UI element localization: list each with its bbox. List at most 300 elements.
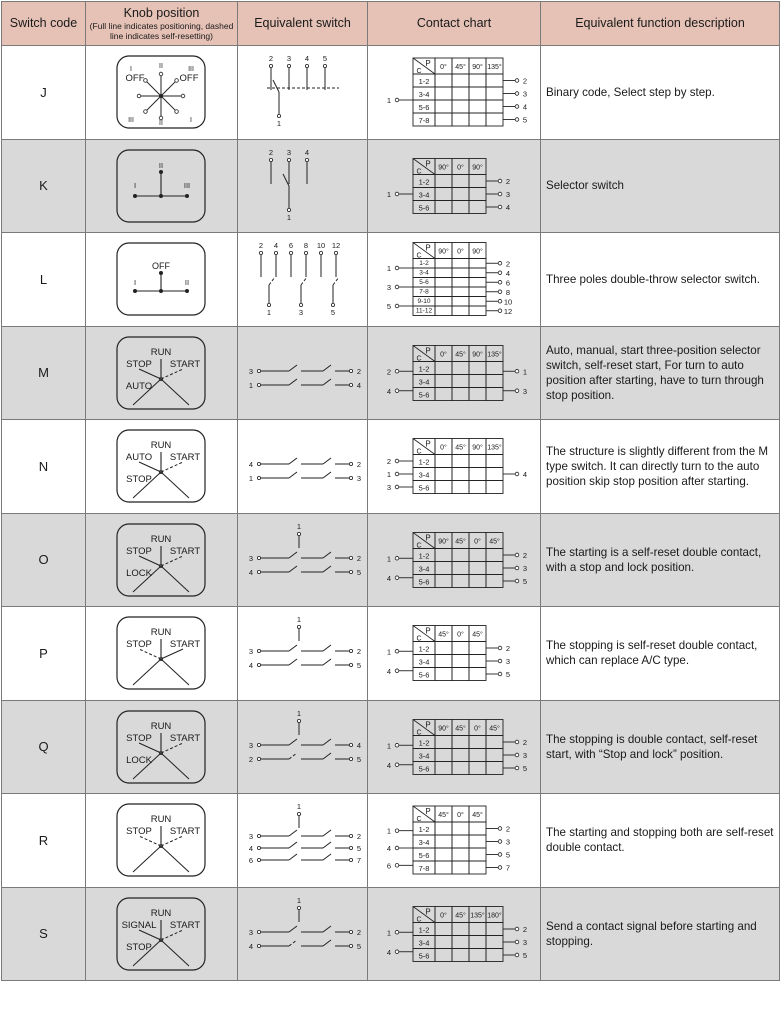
knob-label: STOP [125, 474, 152, 486]
switch-terminal-label: 3 [286, 147, 291, 157]
chart-row-label: 3-4 [418, 751, 430, 761]
switch-terminal-label: 6 [288, 241, 293, 251]
equivalent-switch-cell [238, 233, 368, 327]
header-knob-position [86, 2, 238, 46]
switch-code: S [2, 887, 86, 981]
chart-c-label: C [416, 168, 422, 176]
knob-diagram [117, 898, 205, 970]
chart-row-label: 3-4 [418, 838, 430, 848]
chart-terminal-label: 2 [386, 367, 392, 376]
table-row [2, 46, 780, 140]
header-function-description: Equivalent function description [541, 2, 780, 46]
chart-angle-label: 90° [472, 351, 483, 359]
chart-row-label: 1-2 [418, 925, 430, 935]
knob-label: RUN [150, 720, 171, 732]
equivalent-switch-diagram [248, 615, 360, 670]
chart-c-label: C [416, 729, 422, 737]
switch-terminal-label: 6 [248, 856, 253, 866]
equivalent-switch-diagram [248, 365, 360, 390]
chart-terminal-label: 10 [503, 297, 513, 307]
equivalent-switch-cell [238, 139, 368, 233]
chart-row-label: 5-6 [419, 279, 429, 287]
chart-angle-label: 45° [455, 725, 466, 733]
chart-terminal-label: 2 [522, 737, 528, 747]
contact-chart-diagram [387, 532, 527, 587]
chart-terminal-label: 2 [522, 550, 528, 560]
chart-angle-label: 0° [457, 164, 464, 172]
chart-p-label: P [425, 533, 431, 543]
chart-angle-label: 90° [438, 725, 449, 733]
knob-position-cell [86, 700, 238, 794]
chart-row-label: 3-4 [418, 657, 430, 667]
chart-row-label: 5-6 [418, 390, 430, 400]
chart-row-label: 3-4 [418, 564, 430, 574]
knob-position-cell [86, 326, 238, 420]
chart-terminal-label: 3 [522, 750, 528, 760]
equivalent-switch-diagram [248, 802, 360, 865]
switch-terminal-label: 2 [356, 366, 361, 376]
switch-terminal-label: 4 [248, 567, 253, 577]
contact-chart-diagram [387, 243, 512, 316]
chart-angle-label: 0° [457, 248, 464, 256]
contact-chart-cell [368, 700, 541, 794]
chart-angle-label: 0° [440, 351, 447, 359]
table-row [2, 420, 780, 514]
chart-p-label: P [425, 907, 431, 917]
chart-row-label: 5-6 [418, 670, 430, 680]
contact-chart-cell [368, 46, 541, 140]
knob-label: II [158, 63, 163, 71]
switch-terminal-label: 5 [356, 754, 361, 764]
chart-terminal-label: 4 [386, 947, 392, 957]
chart-row-label: 5-6 [418, 203, 430, 213]
knob-label: START [169, 545, 200, 557]
switch-terminal-label: 2 [268, 54, 273, 64]
switch-terminal-label: 1 [296, 708, 301, 718]
equivalent-switch-diagram [268, 148, 308, 222]
chart-terminal-label: 1 [386, 470, 392, 480]
switch-terminal-label: 4 [304, 147, 309, 157]
chart-row-label: 9-10 [417, 298, 431, 306]
switch-terminal-label: 5 [356, 844, 361, 854]
header-equivalent-switch: Equivalent switch [238, 2, 368, 46]
chart-angle-label: 0° [440, 444, 447, 452]
knob-label: I [189, 117, 192, 125]
function-description: Three poles double-throw selector switch. [541, 233, 780, 327]
chart-angle-label: 135° [487, 64, 502, 72]
knob-label: RUN [150, 814, 171, 826]
equivalent-switch-cell [238, 700, 368, 794]
function-description: The starting and stopping both are self-reset double contact. [541, 794, 780, 888]
knob-diagram [117, 711, 205, 783]
chart-terminal-label: 8 [505, 288, 511, 297]
switch-terminal-label: 1 [266, 308, 271, 318]
contact-chart-diagram [387, 626, 510, 681]
chart-row-label: 1-2 [418, 364, 430, 374]
switch-terminal-label: 1 [296, 615, 301, 625]
knob-diagram [117, 56, 205, 128]
chart-row-label: 7-8 [419, 288, 429, 296]
chart-p-label: P [425, 720, 431, 730]
function-description: Selector switch [541, 139, 780, 233]
chart-p-label: P [425, 439, 431, 449]
chart-row-label: 3-4 [418, 190, 430, 200]
equivalent-switch-cell [238, 513, 368, 607]
equivalent-switch-cell [238, 420, 368, 514]
chart-row-label: 1-2 [418, 825, 430, 835]
knob-label: START [169, 732, 200, 744]
knob-label: RUN [150, 533, 171, 545]
switch-terminal-label: 5 [356, 941, 361, 951]
chart-terminal-label: 1 [386, 928, 392, 937]
switch-terminal-label: 5 [356, 661, 361, 671]
table-row [2, 607, 780, 701]
chart-terminal-label: 3 [386, 283, 392, 293]
chart-p-label: P [425, 243, 431, 253]
contact-chart-cell [368, 139, 541, 233]
function-description: The structure is slightly different from the M type switch. It can directly turn to the auto position skip stop position after starting. [541, 420, 780, 514]
chart-row-label: 1-2 [418, 177, 430, 187]
table-row [2, 513, 780, 607]
switch-terminal-label: 1 [248, 380, 253, 390]
table-row [2, 887, 780, 981]
chart-angle-label: 0° [474, 725, 481, 733]
chart-row-label: 1-2 [418, 738, 430, 748]
switch-spec-table [1, 1, 780, 981]
table-body [2, 46, 780, 981]
equivalent-switch-diagram [248, 458, 360, 483]
chart-p-label: P [425, 346, 431, 356]
switch-terminal-label: 4 [356, 740, 361, 750]
chart-angle-label: 0° [474, 538, 481, 546]
equivalent-switch-diagram [248, 709, 360, 764]
chart-terminal-label: 5 [522, 763, 528, 773]
chart-c-label: C [416, 448, 422, 456]
switch-terminal-label: 3 [248, 740, 253, 750]
chart-terminal-label: 4 [505, 269, 511, 278]
switch-code: N [2, 420, 86, 514]
switch-terminal-label: 2 [356, 460, 361, 470]
equivalent-switch-cell [238, 46, 368, 140]
chart-terminal-label: 3 [386, 483, 392, 493]
switch-terminal-label: 1 [296, 521, 301, 531]
function-description: Binary code, Select step by step. [541, 46, 780, 140]
chart-angle-label: 45° [438, 812, 449, 820]
knob-label: STOP [125, 732, 152, 744]
knob-position-cell [86, 887, 238, 981]
chart-terminal-label: 1 [386, 647, 392, 657]
knob-label: START [169, 358, 200, 370]
chart-c-label: C [416, 542, 422, 550]
chart-terminal-label: 4 [386, 573, 392, 583]
chart-p-label: P [425, 626, 431, 636]
knob-label: I [133, 180, 136, 190]
knob-label: START [169, 826, 200, 838]
chart-angle-label: 90° [438, 248, 449, 256]
contact-chart-cell [368, 887, 541, 981]
knob-label: II [158, 160, 163, 170]
chart-terminal-label: 3 [505, 189, 511, 199]
switch-terminal-label: 2 [356, 927, 361, 937]
chart-c-label: C [416, 816, 422, 824]
chart-row-label: 1-2 [418, 77, 430, 87]
switch-terminal-label: 5 [356, 567, 361, 577]
knob-label: STOP [125, 639, 152, 651]
chart-angle-label: 135° [470, 912, 485, 920]
knob-diagram [117, 243, 205, 315]
chart-row-label: 5-6 [418, 764, 430, 774]
chart-terminal-label: 3 [505, 837, 511, 847]
chart-terminal-label: 12 [503, 307, 513, 316]
knob-label: OFF [179, 73, 198, 85]
chart-terminal-label: 4 [386, 844, 392, 854]
chart-angle-label: 90° [438, 164, 449, 172]
function-description: The stopping is self-reset double contact, which can replace A/C type. [541, 607, 780, 701]
chart-terminal-label: 3 [505, 657, 511, 667]
chart-terminal-label: 2 [505, 259, 511, 269]
switch-terminal-label: 2 [258, 241, 263, 251]
chart-angle-label: 45° [455, 538, 466, 546]
chart-c-label: C [416, 635, 422, 643]
knob-diagram [117, 617, 205, 689]
chart-angle-label: 45° [455, 64, 466, 72]
contact-chart-cell [368, 326, 541, 420]
chart-row-label: 5-6 [418, 577, 430, 587]
switch-terminal-label: 4 [248, 844, 253, 854]
equivalent-switch-diagram [248, 896, 360, 951]
switch-terminal-label: 2 [356, 553, 361, 563]
chart-angle-label: 0° [440, 64, 447, 72]
switch-terminal-label: 5 [330, 308, 335, 318]
chart-angle-label: 45° [472, 631, 483, 639]
chart-angle-label: 0° [457, 812, 464, 820]
knob-position-cell [86, 607, 238, 701]
header-contact-chart: Contact chart [368, 2, 541, 46]
switch-terminal-label: 3 [298, 308, 303, 318]
knob-diagram [117, 804, 205, 876]
switch-terminal-label: 4 [356, 380, 361, 390]
contact-chart-cell [368, 607, 541, 701]
chart-terminal-label: 1 [386, 554, 392, 563]
switch-terminal-label: 10 [316, 241, 325, 251]
chart-angle-label: 0° [457, 631, 464, 639]
knob-label: AUTO [125, 380, 152, 392]
knob-label: I [133, 278, 136, 288]
knob-label: START [169, 452, 200, 464]
chart-c-label: C [416, 355, 422, 363]
switch-terminal-label: 3 [248, 832, 253, 842]
knob-label: STOP [125, 941, 152, 953]
chart-terminal-label: 1 [386, 826, 392, 836]
chart-terminal-label: 4 [522, 470, 528, 480]
chart-angle-label: 180° [487, 912, 502, 920]
chart-terminal-label: 2 [522, 76, 528, 86]
chart-terminal-label: 5 [522, 576, 528, 586]
contact-chart-cell [368, 233, 541, 327]
chart-row-label: 3-4 [418, 377, 430, 387]
switch-terminal-label: 1 [286, 212, 291, 222]
chart-terminal-label: 4 [386, 386, 392, 396]
equivalent-switch-cell [238, 607, 368, 701]
function-description: Auto, manual, start three-position selector switch, self-reset start, For turn to auto position after starting, have to turn through stop position. [541, 326, 780, 420]
switch-terminal-label: 3 [248, 366, 253, 376]
function-description: The stopping is double contact, self-reset start, with “Stop and lock” position. [541, 700, 780, 794]
switch-code: O [2, 513, 86, 607]
knob-label: AUTO [125, 452, 152, 464]
knob-label: STOP [125, 826, 152, 838]
chart-angle-label: 45° [489, 725, 500, 733]
chart-p-label: P [425, 159, 431, 169]
function-description: Send a contact signal before starting and stopping. [541, 887, 780, 981]
chart-terminal-label: 1 [386, 264, 392, 274]
header-knob-title: Knob position [123, 5, 200, 20]
chart-terminal-label: 5 [505, 850, 511, 860]
chart-terminal-label: 6 [505, 278, 511, 288]
knob-diagram [117, 430, 205, 502]
knob-position-cell [86, 139, 238, 233]
switch-terminal-label: 4 [273, 241, 278, 251]
chart-terminal-label: 4 [522, 102, 528, 112]
contact-chart-diagram [387, 906, 527, 961]
switch-terminal-label: 1 [276, 119, 281, 129]
chart-terminal-label: 2 [505, 644, 511, 654]
contact-chart-cell [368, 513, 541, 607]
chart-terminal-label: 3 [522, 937, 528, 947]
knob-label: III [127, 117, 134, 125]
chart-c-label: C [416, 68, 422, 76]
switch-terminal-label: 2 [268, 147, 273, 157]
chart-terminal-label: 1 [386, 741, 392, 750]
chart-angle-label: 45° [472, 812, 483, 820]
knob-label: LOCK [125, 754, 152, 766]
chart-terminal-label: 5 [522, 115, 528, 125]
switch-terminal-label: 3 [248, 553, 253, 563]
chart-angle-label: 45° [455, 351, 466, 359]
switch-terminal-label: 4 [248, 661, 253, 671]
chart-terminal-label: 5 [522, 950, 528, 960]
contact-chart-cell [368, 420, 541, 514]
contact-chart-diagram [387, 58, 527, 126]
contact-chart-diagram [387, 439, 527, 494]
switch-terminal-label: 8 [303, 241, 308, 251]
chart-angle-label: 90° [472, 64, 483, 72]
chart-terminal-label: 2 [505, 824, 511, 834]
chart-row-label: 1-2 [418, 457, 430, 467]
chart-angle-label: 0° [440, 912, 447, 920]
equivalent-switch-cell [238, 794, 368, 888]
chart-terminal-label: 1 [386, 189, 392, 199]
chart-row-label: 5-6 [418, 851, 430, 861]
switch-terminal-label: 4 [248, 941, 253, 951]
switch-terminal-label: 3 [248, 927, 253, 937]
chart-terminal-label: 4 [386, 667, 392, 676]
knob-label: LOCK [125, 567, 152, 579]
chart-terminal-label: 2 [522, 924, 528, 934]
switch-terminal-label: 3 [356, 474, 361, 484]
chart-row-label: 1-2 [418, 551, 430, 561]
chart-angle-label: 135° [487, 351, 502, 359]
chart-terminal-label: 3 [522, 89, 528, 99]
contact-chart-cell [368, 794, 541, 888]
chart-row-label: 7-8 [418, 116, 430, 126]
table-row [2, 794, 780, 888]
contact-chart-diagram [387, 719, 527, 774]
contact-chart-diagram [387, 806, 510, 874]
knob-label: III [187, 66, 194, 74]
knob-diagram [117, 337, 205, 409]
knob-position-cell [86, 233, 238, 327]
switch-code: M [2, 326, 86, 420]
knob-label: OFF [125, 73, 144, 85]
switch-terminal-label: 5 [322, 54, 327, 64]
chart-c-label: C [416, 252, 422, 260]
chart-terminal-label: 4 [386, 760, 392, 770]
switch-terminal-label: 3 [286, 54, 291, 64]
switch-terminal-label: 1 [296, 802, 301, 812]
contact-chart-diagram [387, 158, 510, 213]
knob-label: STOP [125, 358, 152, 370]
table-row [2, 700, 780, 794]
chart-c-label: C [416, 916, 422, 924]
knob-label: III [183, 180, 190, 190]
knob-label: II [184, 278, 189, 288]
chart-row-label: 1-2 [419, 260, 429, 268]
chart-angle-label: 90° [472, 164, 483, 172]
chart-angle-label: 45° [455, 912, 466, 920]
knob-label: I [129, 66, 132, 74]
chart-row-label: 1-2 [418, 644, 430, 654]
chart-terminal-label: 7 [505, 863, 511, 873]
switch-terminal-label: 3 [248, 647, 253, 657]
knob-label: START [169, 919, 200, 931]
switch-code: P [2, 607, 86, 701]
knob-label: SIGNAL [121, 919, 156, 931]
knob-label: START [169, 639, 200, 651]
switch-terminal-label: 4 [248, 460, 253, 470]
switch-code: R [2, 794, 86, 888]
knob-label: RUN [150, 346, 171, 358]
table-row [2, 326, 780, 420]
chart-row-label: 3-4 [418, 938, 430, 948]
chart-angle-label: 45° [455, 444, 466, 452]
switch-terminal-label: 4 [304, 54, 309, 64]
switch-terminal-label: 1 [296, 895, 301, 905]
chart-p-label: P [425, 807, 431, 817]
chart-angle-label: 90° [472, 444, 483, 452]
switch-code: Q [2, 700, 86, 794]
chart-terminal-label: 4 [505, 202, 511, 212]
equivalent-switch-diagram [267, 54, 339, 128]
switch-terminal-label: 1 [248, 474, 253, 484]
chart-angle-label: 135° [487, 444, 502, 452]
chart-terminal-label: 2 [505, 176, 511, 186]
switch-terminal-label: 2 [248, 754, 253, 764]
chart-terminal-label: 1 [386, 96, 392, 106]
table-row [2, 233, 780, 327]
chart-p-label: P [425, 59, 431, 69]
chart-terminal-label: 3 [522, 386, 528, 396]
equivalent-switch-diagram [248, 522, 360, 577]
knob-position-cell [86, 46, 238, 140]
switch-terminal-label: 12 [331, 241, 340, 251]
chart-terminal-label: 5 [505, 670, 511, 680]
chart-angle-label: 45° [489, 538, 500, 546]
chart-angle-label: 90° [438, 538, 449, 546]
chart-terminal-label: 1 [522, 367, 528, 376]
chart-terminal-label: 5 [386, 302, 392, 312]
table-header-row [2, 2, 780, 46]
knob-label: II [158, 120, 163, 128]
